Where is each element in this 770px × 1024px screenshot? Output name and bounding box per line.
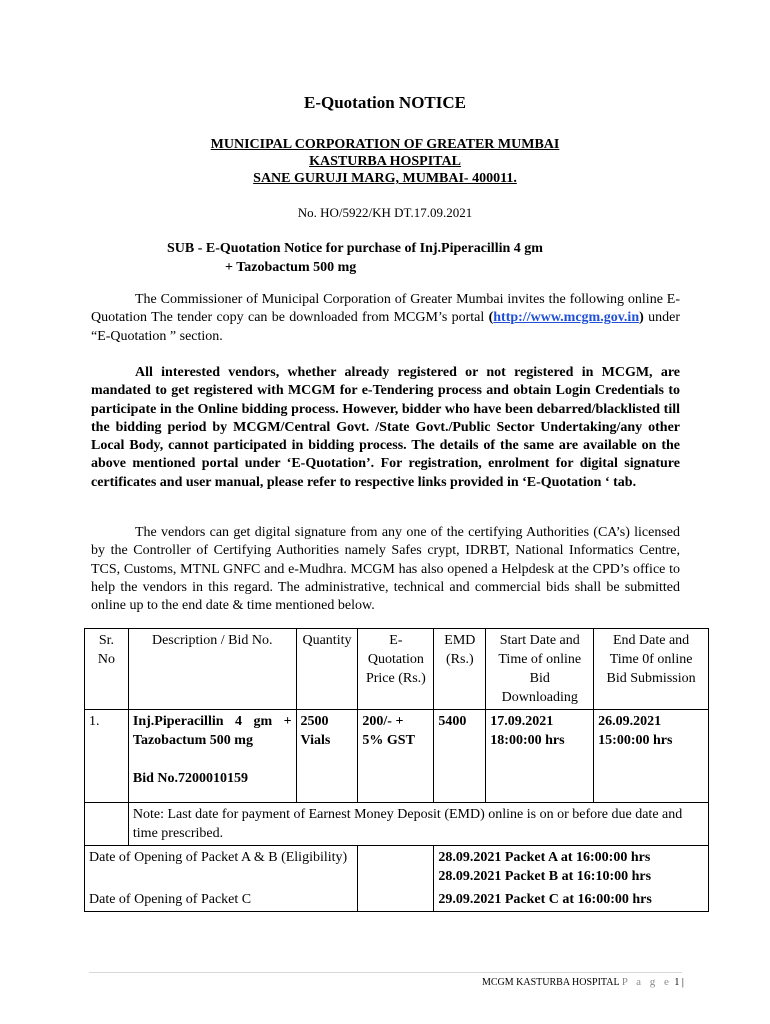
row-emd: 5400: [434, 710, 486, 803]
intro-tail: under “E-Quotation ” section.: [91, 310, 680, 344]
opening-ab-dates: [434, 846, 709, 889]
quantity-value: 2500: [300, 714, 329, 729]
price-gst: 5% GST: [362, 733, 415, 748]
subject: [167, 239, 543, 277]
table-header-row: [85, 629, 709, 710]
hospital-address: SANE GURUJI MARG, MUMBAI- 400011.: [253, 171, 517, 186]
start-time: 18:00:00 hrs: [490, 733, 565, 748]
intro-text: The Commissioner of Municipal Corporation of Greater Mumbai invites the following online E-Quotation The tender copy can be downloaded from MCGM’s portal: [91, 292, 680, 326]
emd-note: Note: Last date for payment of Earnest Money Deposit (EMD) online is on or before due date and time prescribed.: [128, 803, 708, 846]
quantity-unit: Vials: [300, 733, 331, 748]
row-start: [486, 710, 594, 803]
opening-row-c: [85, 888, 709, 912]
packet-c-date: 29.09.2021 Packet C at 16:00:00 hrs: [434, 888, 709, 912]
digital-signature-paragraph: The vendors can get digital signature from any one of the certifying Authorities (CA’s) licensed by the Controller of Certifying Authorities namely Safes crypt, IDRBT, National Informatics Centre, TCS, Customs, MTNL GNFC and e-Mudhra. MCGM has also opened a Helpdesk at the CPD’s office to help the vendors in this regard. The administrative, technical and commercial bids shall be submitted online up to the end date & time mentioned below.: [91, 525, 680, 614]
opening-c-empty: [358, 888, 434, 912]
packet-b-date: 28.09.2021 Packet B at 16:10:00 hrs: [438, 869, 652, 884]
opening-row-ab: [85, 846, 709, 889]
note-row: [85, 803, 709, 846]
page-number: 1 |: [674, 977, 684, 988]
row-end: [594, 710, 709, 803]
subject-line-1: SUB - E-Quotation Notice for purchase of Inj.Piperacillin 4 gm: [167, 241, 543, 256]
header-start-date: Start Date and Time of online Bid Downloading: [486, 629, 594, 710]
opening-ab-empty: [358, 846, 434, 889]
page-title: E-Quotation NOTICE: [304, 93, 466, 112]
footer-hospital: MCGM KASTURBA HOSPITAL: [482, 977, 620, 988]
header-price: E-Quotation Price (Rs.): [358, 629, 434, 710]
header-end-date: End Date and Time 0f online Bid Submission: [594, 629, 709, 710]
opening-c-label: Date of Opening of Packet C: [85, 888, 358, 912]
header-sr-no: Sr. No: [85, 629, 129, 710]
page-footer: [482, 976, 684, 988]
hospital-name: KASTURBA HOSPITAL: [309, 154, 461, 169]
reference-number: No. HO/5922/KH DT.17.09.2021: [297, 205, 473, 220]
row-sr-no: 1.: [85, 710, 129, 803]
registration-paragraph: All interested vendors, whether already registered or not registered in MCGM, are mandated to get registered with MCGM for e-Tendering process and obtain Login Credentials to participate in the Online bidding process. However, bidder who have been debarred/blacklisted till the bidding period by MCGM/Central Govt. /State Govt./Public Sector Undertaking/any other Local Body, cannot participated in bidding process. The details of the same are available on the above mentioned portal under ‘E-Quotation’. For registration, enrolment for digital signature certificates and user manual, please refer to respective links provided in ‘E-Quotation ‘ tab.: [91, 365, 680, 490]
header-quantity: Quantity: [296, 629, 358, 710]
row-price: [358, 710, 434, 803]
bid-details-table: [84, 628, 709, 912]
intro-paragraph: The Commissioner of Municipal Corporation of Greater Mumbai invites the following online E-Quotation The tender copy can be downloaded from MCGM’s portal (http://www.mcgm.gov.in) under “E-Quotation ” section.: [91, 292, 680, 344]
header-emd: EMD (Rs.): [434, 629, 486, 710]
end-date: 26.09.2021: [598, 714, 662, 729]
subject-line-2: + Tazobactum 500 mg: [225, 260, 357, 275]
bid-number: Bid No.7200010159: [132, 771, 249, 786]
end-time: 15:00:00 hrs: [598, 733, 673, 748]
item-description: Inj.Piperacillin 4 gm + Tazobactum 500 mg: [132, 714, 292, 748]
price-value: 200/- +: [362, 714, 404, 729]
note-spacer: [85, 803, 129, 846]
start-date: 17.09.2021: [490, 714, 554, 729]
portal-link[interactable]: http://www.mcgm.gov.in: [493, 310, 640, 326]
row-quantity: [296, 710, 358, 803]
opening-ab-label: Date of Opening of Packet A & B (Eligibility): [85, 846, 358, 889]
row-description: [128, 710, 296, 803]
header-description: Description / Bid No.: [128, 629, 296, 710]
page-label: P a g e: [621, 976, 672, 988]
table-row: [85, 710, 709, 803]
org-name: MUNICIPAL CORPORATION OF GREATER MUMBAI: [210, 137, 560, 152]
footer-divider: [89, 972, 682, 973]
packet-a-date: 28.09.2021 Packet A at 16:00:00 hrs: [438, 850, 651, 865]
organization-header: [0, 136, 770, 187]
